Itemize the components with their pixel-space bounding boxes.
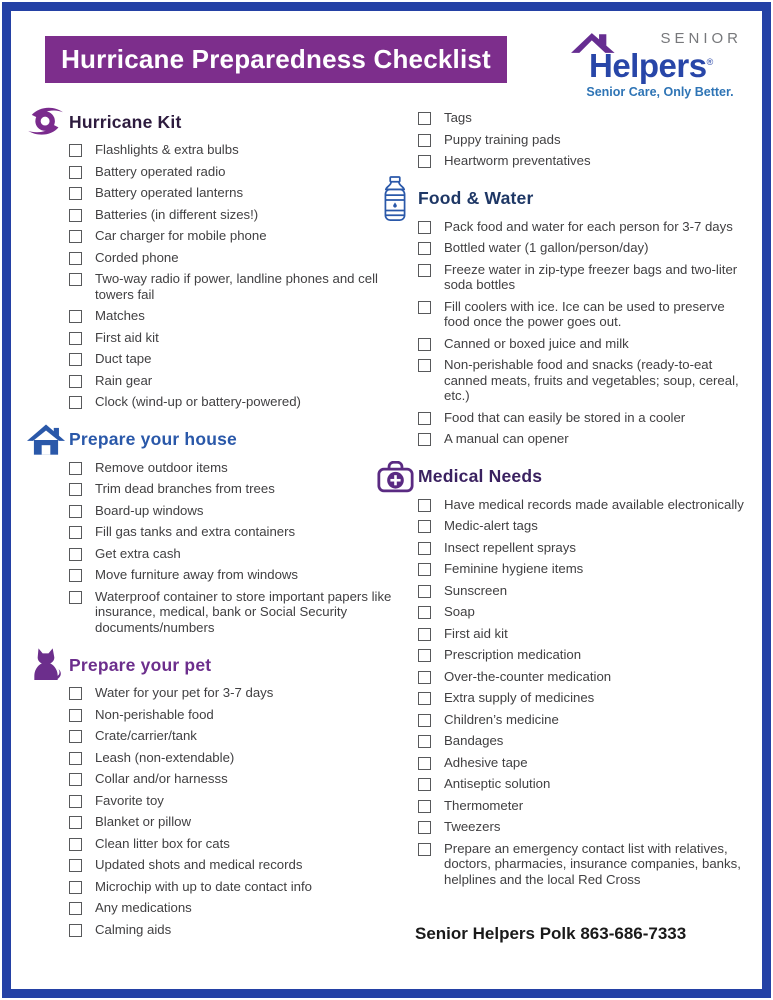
item-label: Water for your pet for 3-7 days <box>95 685 274 700</box>
item-label: Remove outdoor items <box>95 459 228 475</box>
item-checkbox[interactable] <box>418 714 431 727</box>
item-checkbox[interactable] <box>69 730 82 743</box>
item-checkbox[interactable] <box>418 843 431 856</box>
checklist-item <box>418 410 749 426</box>
item-label: Feminine hygiene items <box>444 561 584 576</box>
item-label: Canned or boxed juice and milk <box>444 335 629 351</box>
item-checkbox[interactable] <box>418 301 431 314</box>
cat-icon <box>25 648 67 682</box>
checklist-column-right <box>399 110 749 943</box>
section-header <box>418 465 749 489</box>
checklist-item <box>69 164 399 180</box>
senior-helpers-logo <box>575 30 745 99</box>
checklist-item <box>418 798 749 814</box>
item-list <box>69 142 399 410</box>
item-checkbox[interactable] <box>69 902 82 915</box>
checklist-item <box>69 394 399 410</box>
item-checkbox[interactable] <box>418 221 431 234</box>
checklist-item <box>418 776 749 792</box>
checklist-item <box>418 647 749 663</box>
item-checkbox[interactable] <box>418 692 431 705</box>
checklist-item <box>418 669 749 685</box>
checklist-item <box>418 431 749 447</box>
checklist-item <box>418 153 749 169</box>
item-label: Car charger for mobile phone <box>95 228 267 243</box>
item-checkbox[interactable] <box>69 881 82 894</box>
item-label: Microchip with up to date contact info <box>95 878 312 894</box>
item-label: Non-perishable food and snacks (ready-to-eat canned meats, fruits and vegetables; soup, cereal, etc.) <box>444 357 739 403</box>
item-label: Children’s medicine <box>444 711 559 727</box>
checklist-column-left <box>69 110 399 943</box>
item-checkbox[interactable] <box>69 924 82 937</box>
checklist-item <box>418 357 749 404</box>
checklist-item <box>69 771 399 787</box>
checklist-item <box>418 336 749 352</box>
item-label: Pack food and water for each person for 3-7 days <box>444 218 733 234</box>
checklist-item <box>418 690 749 706</box>
item-checkbox[interactable] <box>69 462 82 475</box>
item-label: Any medications <box>95 900 192 915</box>
item-checkbox[interactable] <box>69 569 82 582</box>
checklist-item <box>69 546 399 562</box>
checklist-item <box>418 262 749 293</box>
item-checkbox[interactable] <box>418 821 431 834</box>
section-prepare-your-house <box>69 428 399 636</box>
item-checkbox[interactable] <box>418 112 431 125</box>
item-checkbox[interactable] <box>69 773 82 786</box>
section-medical-needs <box>418 465 749 888</box>
item-checkbox[interactable] <box>69 752 82 765</box>
item-label: Soap <box>444 604 475 619</box>
checklist-item <box>69 524 399 540</box>
checklist-item <box>69 185 399 201</box>
item-checkbox[interactable] <box>69 687 82 700</box>
item-label: Puppy training pads <box>444 131 561 147</box>
item-label: First aid kit <box>444 625 508 641</box>
item-checkbox[interactable] <box>418 800 431 813</box>
item-label: Sunscreen <box>444 582 508 598</box>
checklist-item <box>69 900 399 916</box>
checklist-item <box>418 819 749 835</box>
item-label: Flashlights & extra bulbs <box>95 142 239 157</box>
item-label: Bandages <box>444 733 504 748</box>
checklist-item <box>69 589 399 636</box>
checklist-item <box>69 142 399 158</box>
section-header <box>69 653 399 677</box>
item-label: Non-perishable food <box>95 706 214 722</box>
water-bottle-icon <box>374 176 416 222</box>
logo-helpers-word: Helpers <box>589 47 707 84</box>
item-checkbox[interactable] <box>418 671 431 684</box>
item-label: Tweezers <box>444 819 501 834</box>
header <box>0 0 773 99</box>
checklist-item <box>69 481 399 497</box>
checklist-item <box>69 750 399 766</box>
checklist-item <box>69 271 399 302</box>
item-checkbox[interactable] <box>69 310 82 323</box>
item-label: Battery operated radio <box>95 163 226 179</box>
checklist-item <box>418 110 749 126</box>
checklist-item <box>418 583 749 599</box>
checklist-item <box>69 503 399 519</box>
item-label: Extra supply of medicines <box>444 690 595 705</box>
item-checkbox[interactable] <box>69 396 82 409</box>
section-hurricane-kit <box>69 110 399 410</box>
item-label: Tags <box>444 110 472 125</box>
item-label: Over-the-counter medication <box>444 668 612 684</box>
title-banner <box>45 36 507 83</box>
footer-contact: Senior Helpers Polk 863-686-7333 <box>415 924 687 943</box>
item-checkbox[interactable] <box>69 526 82 539</box>
item-label: Clock (wind-up or battery-powered) <box>95 394 301 409</box>
section-header <box>69 428 399 452</box>
registered-mark: ® <box>706 57 713 67</box>
checklist-item <box>418 755 749 771</box>
section-title: Hurricane Kit <box>69 111 182 132</box>
checklist-item <box>69 857 399 873</box>
checklist-item <box>69 707 399 723</box>
checklist-item <box>418 604 749 620</box>
item-checkbox[interactable] <box>69 483 82 496</box>
item-label: Duct tape <box>95 351 152 366</box>
checklist-item <box>69 308 399 324</box>
checklist-item <box>69 685 399 701</box>
medical-kit-icon <box>374 461 416 493</box>
item-checkbox[interactable] <box>418 499 431 512</box>
item-label: Board-up windows <box>95 502 204 518</box>
checklist-item <box>69 250 399 266</box>
section-food-and-water <box>418 187 749 447</box>
item-checkbox[interactable] <box>69 273 82 286</box>
section-prepare-your-pet <box>69 653 399 937</box>
page-title: Hurricane Preparedness Checklist <box>61 44 491 74</box>
item-list <box>69 685 399 937</box>
checklist-content <box>0 84 773 943</box>
checklist-item <box>69 814 399 830</box>
section-prepare-your-pet-continued <box>418 110 749 169</box>
item-checkbox[interactable] <box>69 795 82 808</box>
item-checkbox[interactable] <box>69 591 82 604</box>
item-label: Waterproof container to store important papers like insurance, medical, bank or Social Security documents/numbers <box>95 588 392 635</box>
item-label: Medic-alert tags <box>444 518 538 533</box>
checklist-item <box>69 373 399 389</box>
item-label: Insect repellent sprays <box>444 539 576 555</box>
item-checkbox[interactable] <box>418 735 431 748</box>
checklist-item <box>69 228 399 244</box>
checklist-item <box>418 561 749 577</box>
item-label: Updated shots and medical records <box>95 857 303 872</box>
checklist-item <box>418 240 749 256</box>
item-label: Battery operated lanterns <box>95 185 244 200</box>
item-label: Collar and/or harnesss <box>95 771 228 786</box>
checklist-item <box>69 922 399 938</box>
item-checkbox[interactable] <box>69 859 82 872</box>
item-list <box>418 110 749 169</box>
item-label: A manual can opener <box>444 431 569 446</box>
item-checkbox[interactable] <box>69 209 82 222</box>
item-label: Matches <box>95 308 145 323</box>
section-title: Food & Water <box>418 188 534 208</box>
checklist-item <box>69 728 399 744</box>
item-label: Heartworm preventatives <box>444 153 591 168</box>
checklist-item <box>69 460 399 476</box>
item-label: Prepare an emergency contact list with relatives, doctors, pharmacies, insurance companies, banks, helplines and the local Red Cross <box>444 840 741 887</box>
item-checkbox[interactable] <box>418 134 431 147</box>
item-checkbox[interactable] <box>418 433 431 446</box>
item-list <box>69 460 399 636</box>
item-label: Corded phone <box>95 249 179 265</box>
item-checkbox[interactable] <box>418 757 431 770</box>
item-checkbox[interactable] <box>69 230 82 243</box>
checklist-item <box>418 540 749 556</box>
hurricane-icon <box>25 106 67 138</box>
checklist-item <box>69 793 399 809</box>
checklist-item <box>418 518 749 534</box>
item-label: Bottled water (1 gallon/person/day) <box>444 240 649 255</box>
checklist-item <box>69 567 399 583</box>
item-checkbox[interactable] <box>69 375 82 388</box>
item-label: Favorite toy <box>95 792 164 808</box>
item-label: Move furniture away from windows <box>95 567 299 582</box>
roof-icon <box>569 30 625 55</box>
checklist-item <box>418 497 749 513</box>
item-label: Thermometer <box>444 797 524 813</box>
checklist-item <box>418 219 749 235</box>
logo-tagline: Senior Care, Only Better. <box>586 85 734 99</box>
item-checkbox[interactable] <box>418 359 431 372</box>
item-label: Fill coolers with ice. Ice can be used to preserve food once the power goes out. <box>444 298 725 329</box>
item-checkbox[interactable] <box>418 778 431 791</box>
item-label: Leash (non-extendable) <box>95 749 235 765</box>
item-list <box>418 219 749 447</box>
item-label: Get extra cash <box>95 545 181 561</box>
item-checkbox[interactable] <box>69 353 82 366</box>
section-title: Prepare your house <box>69 429 237 449</box>
item-checkbox[interactable] <box>418 155 431 168</box>
item-checkbox[interactable] <box>69 548 82 561</box>
checklist-item <box>69 879 399 895</box>
checklist-item <box>418 733 749 749</box>
item-list <box>418 497 749 888</box>
item-label: First aid kit <box>95 329 159 345</box>
item-label: Food that can easily be stored in a cooler <box>444 409 686 425</box>
checklist-item <box>418 712 749 728</box>
item-label: Calming aids <box>95 921 172 937</box>
item-checkbox[interactable] <box>418 412 431 425</box>
item-checkbox[interactable] <box>418 628 431 641</box>
item-label: Antiseptic solution <box>444 776 551 791</box>
item-label: Blanket or pillow <box>95 814 192 829</box>
item-checkbox[interactable] <box>69 709 82 722</box>
item-checkbox[interactable] <box>69 332 82 345</box>
item-checkbox[interactable] <box>69 187 82 200</box>
item-label: Batteries (in different sizes!) <box>95 206 259 222</box>
logo-senior-text: SENIOR <box>660 30 742 47</box>
item-checkbox[interactable] <box>418 242 431 255</box>
item-checkbox[interactable] <box>69 252 82 265</box>
item-label: Two-way radio if power, landline phones and cell towers fail <box>95 271 378 302</box>
item-checkbox[interactable] <box>418 542 431 555</box>
checklist-item <box>418 132 749 148</box>
item-checkbox[interactable] <box>418 264 431 277</box>
checklist-item <box>69 351 399 367</box>
item-checkbox[interactable] <box>69 505 82 518</box>
item-checkbox[interactable] <box>418 563 431 576</box>
item-checkbox[interactable] <box>418 585 431 598</box>
checklist-item <box>418 299 749 330</box>
item-label: Freeze water in zip-type freezer bags and two-liter soda bottles <box>444 261 738 292</box>
house-icon <box>25 423 67 456</box>
checklist-item <box>418 626 749 642</box>
item-checkbox[interactable] <box>418 520 431 533</box>
item-label: Adhesive tape <box>444 754 528 770</box>
item-checkbox[interactable] <box>69 816 82 829</box>
item-checkbox[interactable] <box>418 606 431 619</box>
item-label: Have medical records made available electronically <box>444 496 744 512</box>
item-checkbox[interactable] <box>69 144 82 157</box>
section-header <box>69 110 399 134</box>
section-title: Medical Needs <box>418 466 543 486</box>
item-label: Fill gas tanks and extra containers <box>95 524 296 539</box>
checklist-item <box>69 836 399 852</box>
checklist-item <box>69 330 399 346</box>
item-checkbox[interactable] <box>418 338 431 351</box>
section-title: Prepare your pet <box>69 654 212 675</box>
checklist-item <box>69 207 399 223</box>
section-header <box>418 187 749 211</box>
item-checkbox[interactable] <box>69 838 82 851</box>
item-label: Crate/carrier/tank <box>95 728 197 743</box>
checklist-item <box>418 841 749 888</box>
item-checkbox[interactable] <box>69 166 82 179</box>
item-label: Trim dead branches from trees <box>95 481 275 496</box>
item-label: Prescription medication <box>444 647 582 662</box>
item-label: Rain gear <box>95 372 153 388</box>
item-checkbox[interactable] <box>418 649 431 662</box>
item-label: Clean litter box for cats <box>95 835 230 851</box>
